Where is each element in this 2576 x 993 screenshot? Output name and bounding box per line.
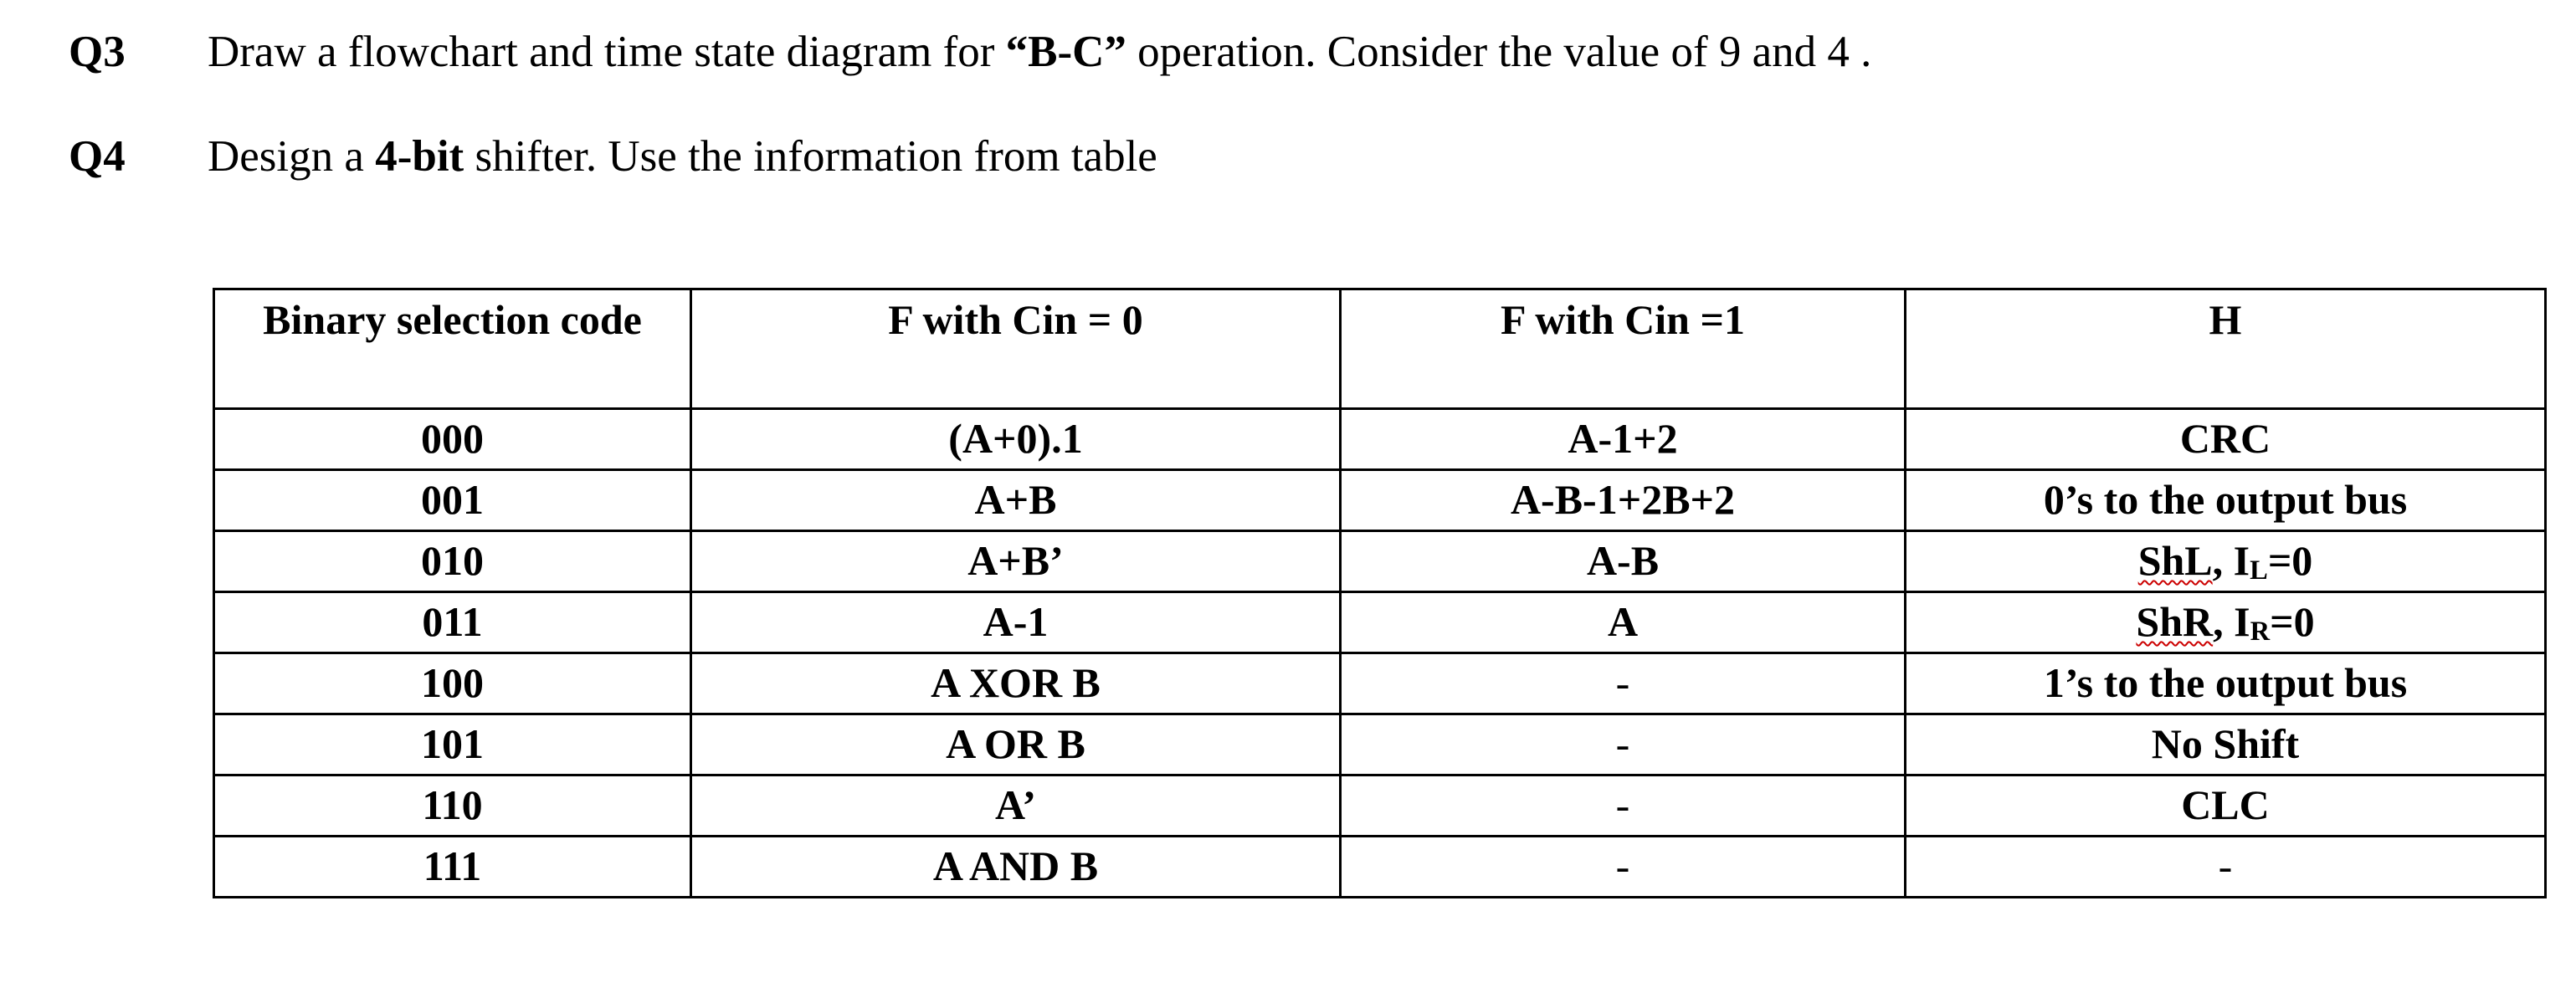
- header-f-cin-0: F with Cin = 0: [691, 289, 1341, 409]
- header-f-cin-1: F with Cin =1: [1341, 289, 1906, 409]
- table-row: [214, 592, 2546, 653]
- table-row: [214, 653, 2546, 714]
- selection-table: [213, 288, 2547, 898]
- question-text-end: operation. Consider the value of 9 and 4 .: [1126, 28, 1872, 76]
- cell-h-value: =0: [2270, 598, 2315, 645]
- cell-f-cin-0: (A+0).1: [691, 409, 1341, 470]
- cell-f-cin-1: -: [1341, 653, 1906, 714]
- cell-code: 010: [214, 531, 691, 592]
- question-q3: [0, 18, 2511, 85]
- cell-f-cin-1: -: [1341, 714, 1906, 775]
- cell-h: 1’s to the output bus: [1906, 653, 2546, 714]
- spellcheck-word: ShR: [2136, 598, 2214, 645]
- cell-h-subscript: R: [2250, 616, 2271, 647]
- cell-f-cin-1: A-B-1+2B+2: [1341, 470, 1906, 531]
- table-row: [214, 409, 2546, 470]
- cell-code: 011: [214, 592, 691, 653]
- cell-f-cin-1: A: [1341, 592, 1906, 653]
- cell-f-cin-1: -: [1341, 837, 1906, 898]
- table-row: [214, 531, 2546, 592]
- cell-f-cin-1: A-B: [1341, 531, 1906, 592]
- header-h: H: [1906, 289, 2546, 409]
- cell-code: 101: [214, 714, 691, 775]
- cell-f-cin-1: A-1+2: [1341, 409, 1906, 470]
- table-row: [214, 714, 2546, 775]
- cell-h: CLC: [1906, 775, 2546, 837]
- cell-f-cin-0: A+B’: [691, 531, 1341, 592]
- cell-code: 100: [214, 653, 691, 714]
- table-row: [214, 837, 2546, 898]
- question-q4: [0, 123, 2511, 190]
- cell-f-cin-0: A OR B: [691, 714, 1341, 775]
- cell-f-cin-0: A+B: [691, 470, 1341, 531]
- question-text-start: Design a: [208, 132, 376, 181]
- cell-h: [1906, 592, 2546, 653]
- question-text-start: Draw a flowchart and time state diagram for: [208, 28, 1006, 76]
- cell-f-cin-0: A’: [691, 775, 1341, 837]
- cell-h: -: [1906, 837, 2546, 898]
- cell-h: CRC: [1906, 409, 2546, 470]
- header-binary-selection-code: Binary selection code: [214, 289, 691, 409]
- question-text: [208, 18, 1871, 85]
- cell-h: [1906, 531, 2546, 592]
- cell-code: 000: [214, 409, 691, 470]
- question-number: Q4: [69, 132, 126, 181]
- cell-f-cin-0: A XOR B: [691, 653, 1341, 714]
- table-header-row: [214, 289, 2546, 409]
- cell-h-subscript: L: [2250, 555, 2268, 586]
- question-text-bold: 4-bit: [375, 132, 464, 181]
- table-row: [214, 775, 2546, 837]
- cell-code: 110: [214, 775, 691, 837]
- cell-h-sep: , I: [2212, 537, 2250, 584]
- question-text: [208, 123, 1157, 190]
- cell-h: No Shift: [1906, 714, 2546, 775]
- cell-f-cin-0: A AND B: [691, 837, 1341, 898]
- cell-f-cin-1: -: [1341, 775, 1906, 837]
- cell-code: 001: [214, 470, 691, 531]
- question-text-bold: “B-C”: [1005, 28, 1126, 76]
- cell-f-cin-0: A-1: [691, 592, 1341, 653]
- cell-h: 0’s to the output bus: [1906, 470, 2546, 531]
- spellcheck-word: ShL: [2137, 537, 2213, 584]
- table-row: [214, 470, 2546, 531]
- cell-h-value: =0: [2267, 537, 2313, 584]
- question-text-end: shifter. Use the information from table: [464, 132, 1157, 181]
- cell-h-sep: , I: [2213, 598, 2250, 645]
- question-number: Q3: [69, 28, 126, 76]
- cell-code: 111: [214, 837, 691, 898]
